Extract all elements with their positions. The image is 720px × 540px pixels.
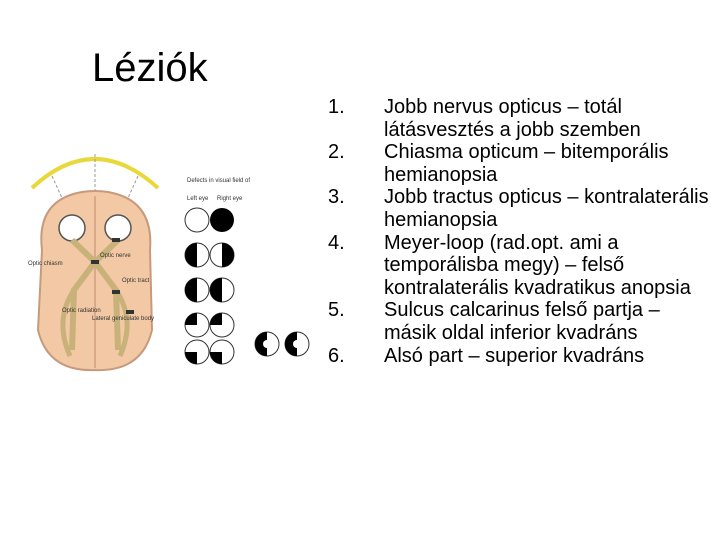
label-defects: Defects in visual field of — [187, 178, 251, 184]
visual-field-arc — [32, 159, 158, 188]
list-text: Jobb tractus opticus – kontralaterális hemianopsia — [384, 186, 709, 231]
list-item — [318, 96, 710, 141]
list-number: 1. — [328, 96, 345, 118]
label-optic-nerve: Optic nerve — [100, 253, 131, 259]
list-item — [318, 232, 710, 300]
list-number: 3. — [328, 186, 345, 209]
list-item — [318, 141, 710, 186]
slide-title: Léziók — [92, 46, 208, 90]
label-optic-chiasm: Optic chiasm — [28, 261, 63, 267]
field-defects — [185, 208, 309, 364]
label-left-eye: Left eye — [187, 196, 209, 202]
list-item — [318, 299, 710, 344]
list-number: 6. — [328, 344, 345, 367]
right-eye-icon — [105, 215, 131, 241]
visual-pathway-diagram — [22, 140, 342, 380]
visual-pathway-figure — [22, 140, 342, 380]
list-text: Sulcus calcarinus felső partja – másik oldal inferior kvadráns — [384, 299, 660, 344]
lesion-list — [318, 96, 710, 367]
label-lateral-geniculate: Lateral geniculate body — [92, 316, 155, 322]
list-item — [318, 345, 710, 368]
list-text: Chiasma opticum – bitemporális hemianopsia — [384, 141, 669, 186]
list-text: Jobb nervus opticus – totál látásvesztés a jobb szemben — [384, 96, 641, 141]
list-number: 2. — [328, 141, 345, 164]
list-item — [318, 186, 710, 231]
label-optic-tract: Optic tract — [122, 278, 150, 284]
list-text: Alsó part – superior kvadráns — [384, 344, 645, 367]
list-number: 4. — [328, 231, 345, 254]
label-right-eye: Right eye — [217, 196, 243, 202]
label-optic-radiation: Optic radiation — [62, 308, 101, 314]
list-text: Meyer-loop (rad.opt. ami a temporálisba megy) – felső kontralaterális kvadratikus anopsia — [384, 231, 691, 299]
left-eye-icon — [59, 215, 85, 241]
list-number: 5. — [328, 299, 345, 322]
